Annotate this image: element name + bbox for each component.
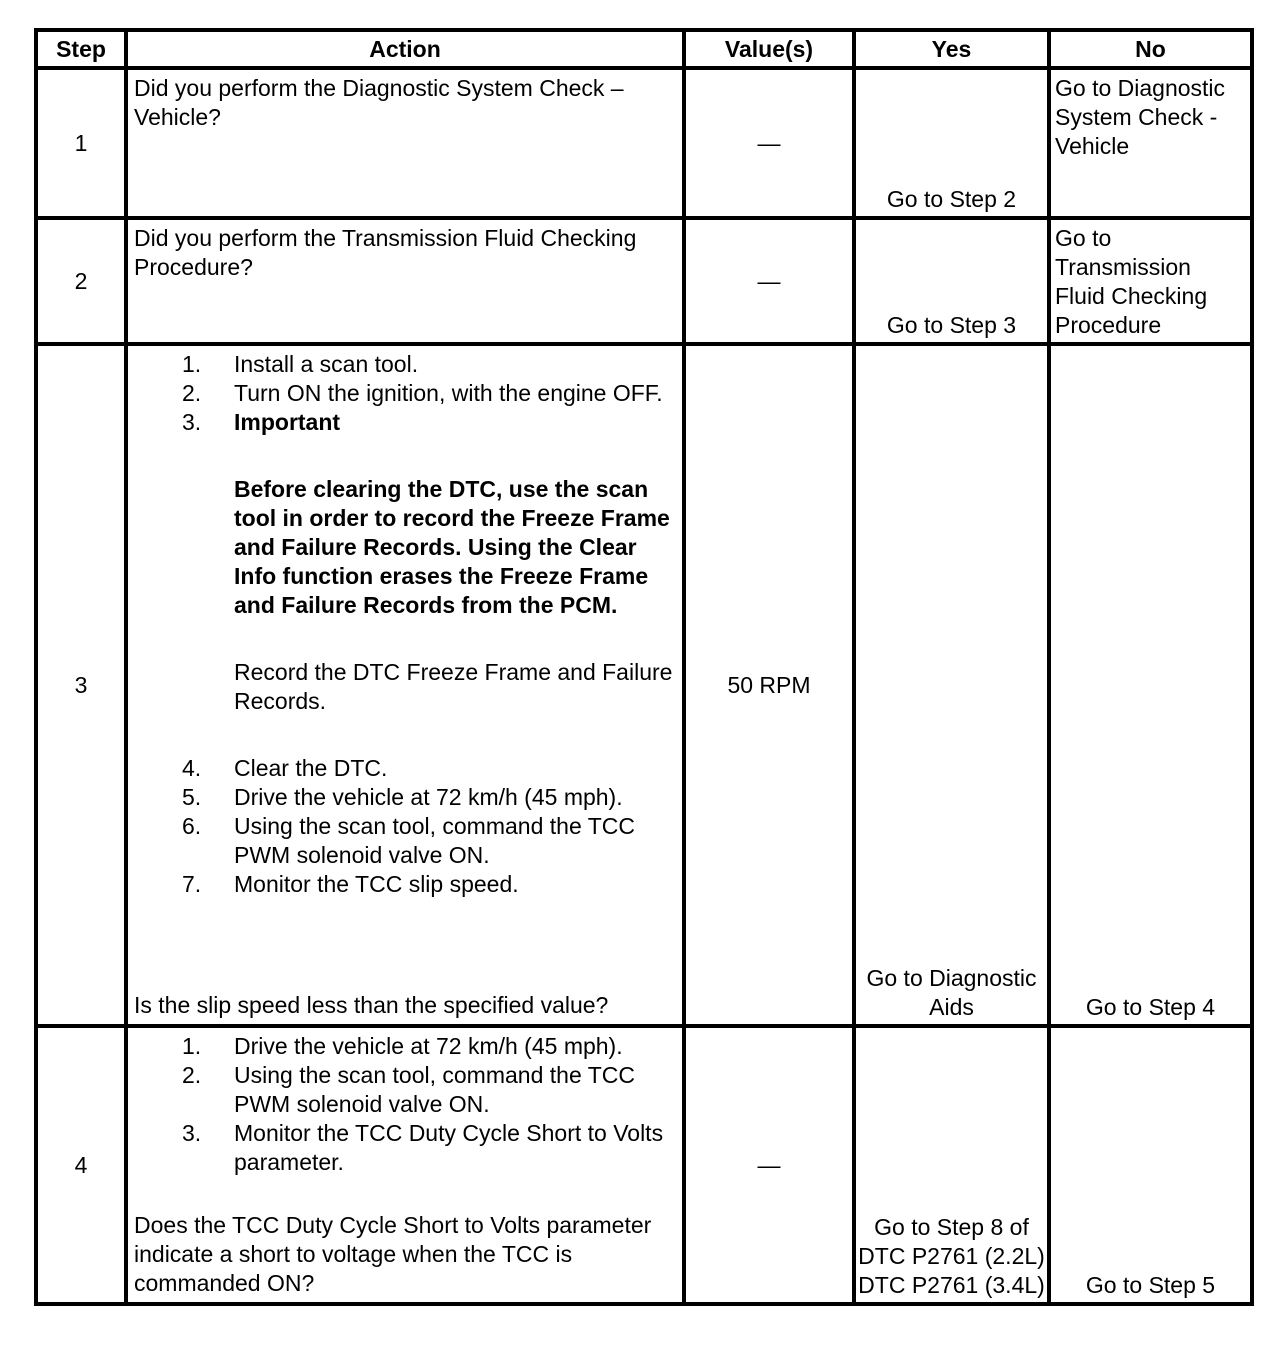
action-cell bbox=[126, 1026, 684, 1304]
action-text: Did you perform the Diagnostic System Check – Vehicle? bbox=[126, 68, 684, 218]
yes-cell: Go to Step 8 of DTC P2761 (2.2L) DTC P2761 (3.4L) bbox=[854, 1026, 1049, 1304]
substep-list bbox=[134, 754, 676, 899]
value-cell: 50 RPM bbox=[684, 344, 854, 1026]
table-row bbox=[36, 68, 1252, 218]
list-item: 3. Monitor the TCC Duty Cycle Short to Volts parameter. bbox=[182, 1120, 664, 1175]
substep-list bbox=[134, 350, 676, 437]
yes-cell: Go to Diagnostic Aids bbox=[854, 344, 1049, 1026]
question-text: Is the slip speed less than the specified value? bbox=[134, 992, 609, 1018]
header-action: Action bbox=[126, 30, 684, 68]
action-cell bbox=[126, 344, 684, 1026]
table-row bbox=[36, 1026, 1252, 1304]
list-item: 4. Clear the DTC. bbox=[182, 755, 388, 781]
substep-list bbox=[134, 1032, 676, 1177]
header-yes: Yes bbox=[854, 30, 1049, 68]
list-item: 1. Install a scan tool. bbox=[182, 351, 419, 377]
list-item: 2. Using the scan tool, command the TCC PWM solenoid valve ON. bbox=[182, 1062, 635, 1117]
step-number: 3 bbox=[36, 344, 126, 1026]
header-values: Value(s) bbox=[684, 30, 854, 68]
no-cell: Go to Diagnostic System Check - Vehicle bbox=[1049, 68, 1252, 218]
header-no: No bbox=[1049, 30, 1252, 68]
table-row bbox=[36, 344, 1252, 1026]
step-number: 1 bbox=[36, 68, 126, 218]
step-number: 4 bbox=[36, 1026, 126, 1304]
list-item: 5. Drive the vehicle at 72 km/h (45 mph). bbox=[182, 784, 623, 810]
step-number: 2 bbox=[36, 218, 126, 344]
action-text: Did you perform the Transmission Fluid Checking Procedure? bbox=[126, 218, 684, 344]
yes-cell: Go to Step 2 bbox=[854, 68, 1049, 218]
value-cell: — bbox=[684, 218, 854, 344]
list-item: 3. Important bbox=[182, 409, 341, 435]
diagnostic-table bbox=[34, 28, 1254, 1306]
value-cell: — bbox=[684, 1026, 854, 1304]
table-row bbox=[36, 218, 1252, 344]
no-cell: Go to Transmission Fluid Checking Procedure bbox=[1049, 218, 1252, 344]
list-item: 1. Drive the vehicle at 72 km/h (45 mph). bbox=[182, 1033, 623, 1059]
header-row bbox=[36, 30, 1252, 68]
record-text: Record the DTC Freeze Frame and Failure Records. bbox=[234, 659, 673, 714]
yes-cell: Go to Step 3 bbox=[854, 218, 1049, 344]
value-cell: — bbox=[684, 68, 854, 218]
list-item: 6. Using the scan tool, command the TCC PWM solenoid valve ON. bbox=[182, 813, 635, 868]
no-cell: Go to Step 5 bbox=[1049, 1026, 1252, 1304]
no-cell: Go to Step 4 bbox=[1049, 344, 1252, 1026]
list-item: 2. Turn ON the ignition, with the engine OFF. bbox=[182, 380, 663, 406]
list-item: 7. Monitor the TCC slip speed. bbox=[182, 871, 519, 897]
question-text: Does the TCC Duty Cycle Short to Volts parameter indicate a short to voltage when the TCC is commanded ON? bbox=[134, 1212, 652, 1296]
header-step: Step bbox=[36, 30, 126, 68]
important-note: Before clearing the DTC, use the scan tool in order to record the Freeze Frame and Failure Records. Using the Clear Info function erases the Freeze Frame and Failure Records from the PCM. bbox=[234, 476, 670, 618]
